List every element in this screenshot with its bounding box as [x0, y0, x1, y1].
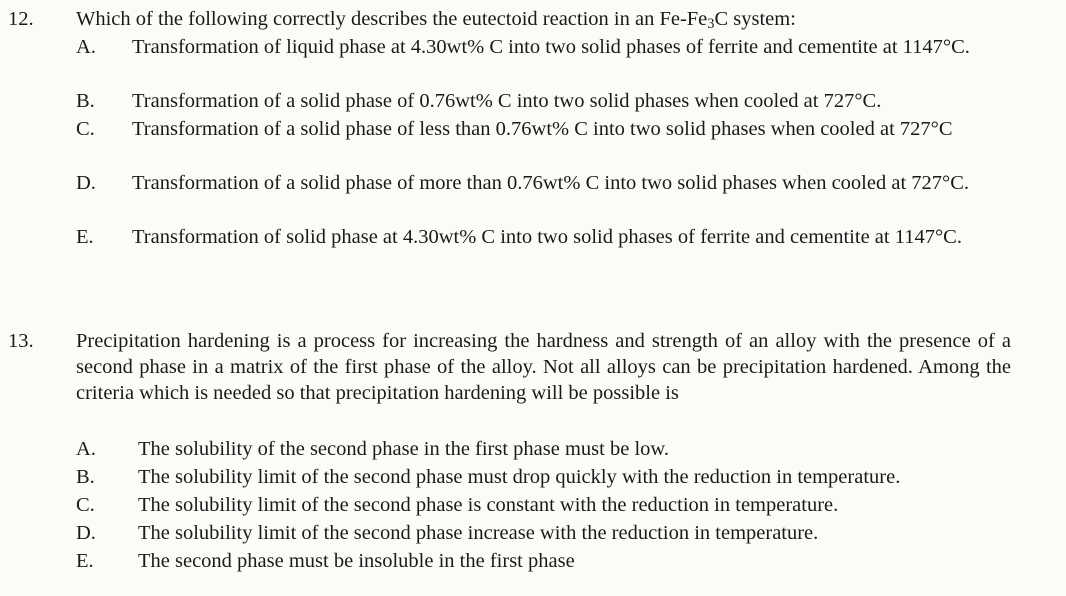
- option-text: The solubility limit of the second phase increase with the reduction in temperature.: [138, 522, 819, 544]
- option-text: Transformation of a solid phase of 0.76wt% C into two solid phases when cooled at 727°C.: [132, 90, 882, 112]
- question-number: 13.: [8, 330, 34, 352]
- option-letter: A.: [76, 36, 96, 58]
- option-text: The solubility limit of the second phase is constant with the reduction in temperature.: [138, 494, 839, 516]
- option-letter: E.: [76, 226, 94, 248]
- question-number: 12.: [8, 8, 34, 30]
- stem-text-end: C system:: [714, 8, 796, 30]
- option-text: Transformation of a solid phase of more than 0.76wt% C into two solid phases when cooled at 727°C.: [132, 172, 970, 194]
- option-text: The solubility of the second phase in the first phase must be low.: [138, 438, 669, 460]
- option-letter: C.: [76, 494, 95, 516]
- question-stem: Precipitation hardening is a process for increasing the hardness and strength of an alloy with the presence of a second phase in a matrix of the first phase of the alloy. Not all alloys can be precipitation hardened. Among the criteria which is needed so that precipitation hardening will be possible is: [76, 330, 1011, 404]
- option-letter: B.: [76, 90, 95, 112]
- stem-text: Which of the following correctly describes the eutectoid reaction in an Fe-Fe: [76, 8, 708, 30]
- option-text: The solubility limit of the second phase must drop quickly with the reduction in temperature.: [138, 466, 901, 488]
- option-text: Transformation of solid phase at 4.30wt% C into two solid phases of ferrite and cementite at 1147°C.: [132, 226, 962, 248]
- stem-subscript: 3: [707, 15, 715, 32]
- option-text: Transformation of liquid phase at 4.30wt% C into two solid phases of ferrite and cementite at 1147°C.: [132, 36, 970, 58]
- option-letter: D.: [76, 172, 96, 194]
- option-letter: B.: [76, 466, 95, 488]
- option-text: The second phase must be insoluble in the first phase: [138, 550, 575, 572]
- option-letter: C.: [76, 118, 95, 140]
- option-letter: E.: [76, 550, 94, 572]
- option-letter: D.: [76, 522, 96, 544]
- option-letter: A.: [76, 438, 96, 460]
- option-text: Transformation of a solid phase of less than 0.76wt% C into two solid phases when cooled at 727°C: [132, 118, 953, 140]
- question-stem: [76, 6, 1011, 32]
